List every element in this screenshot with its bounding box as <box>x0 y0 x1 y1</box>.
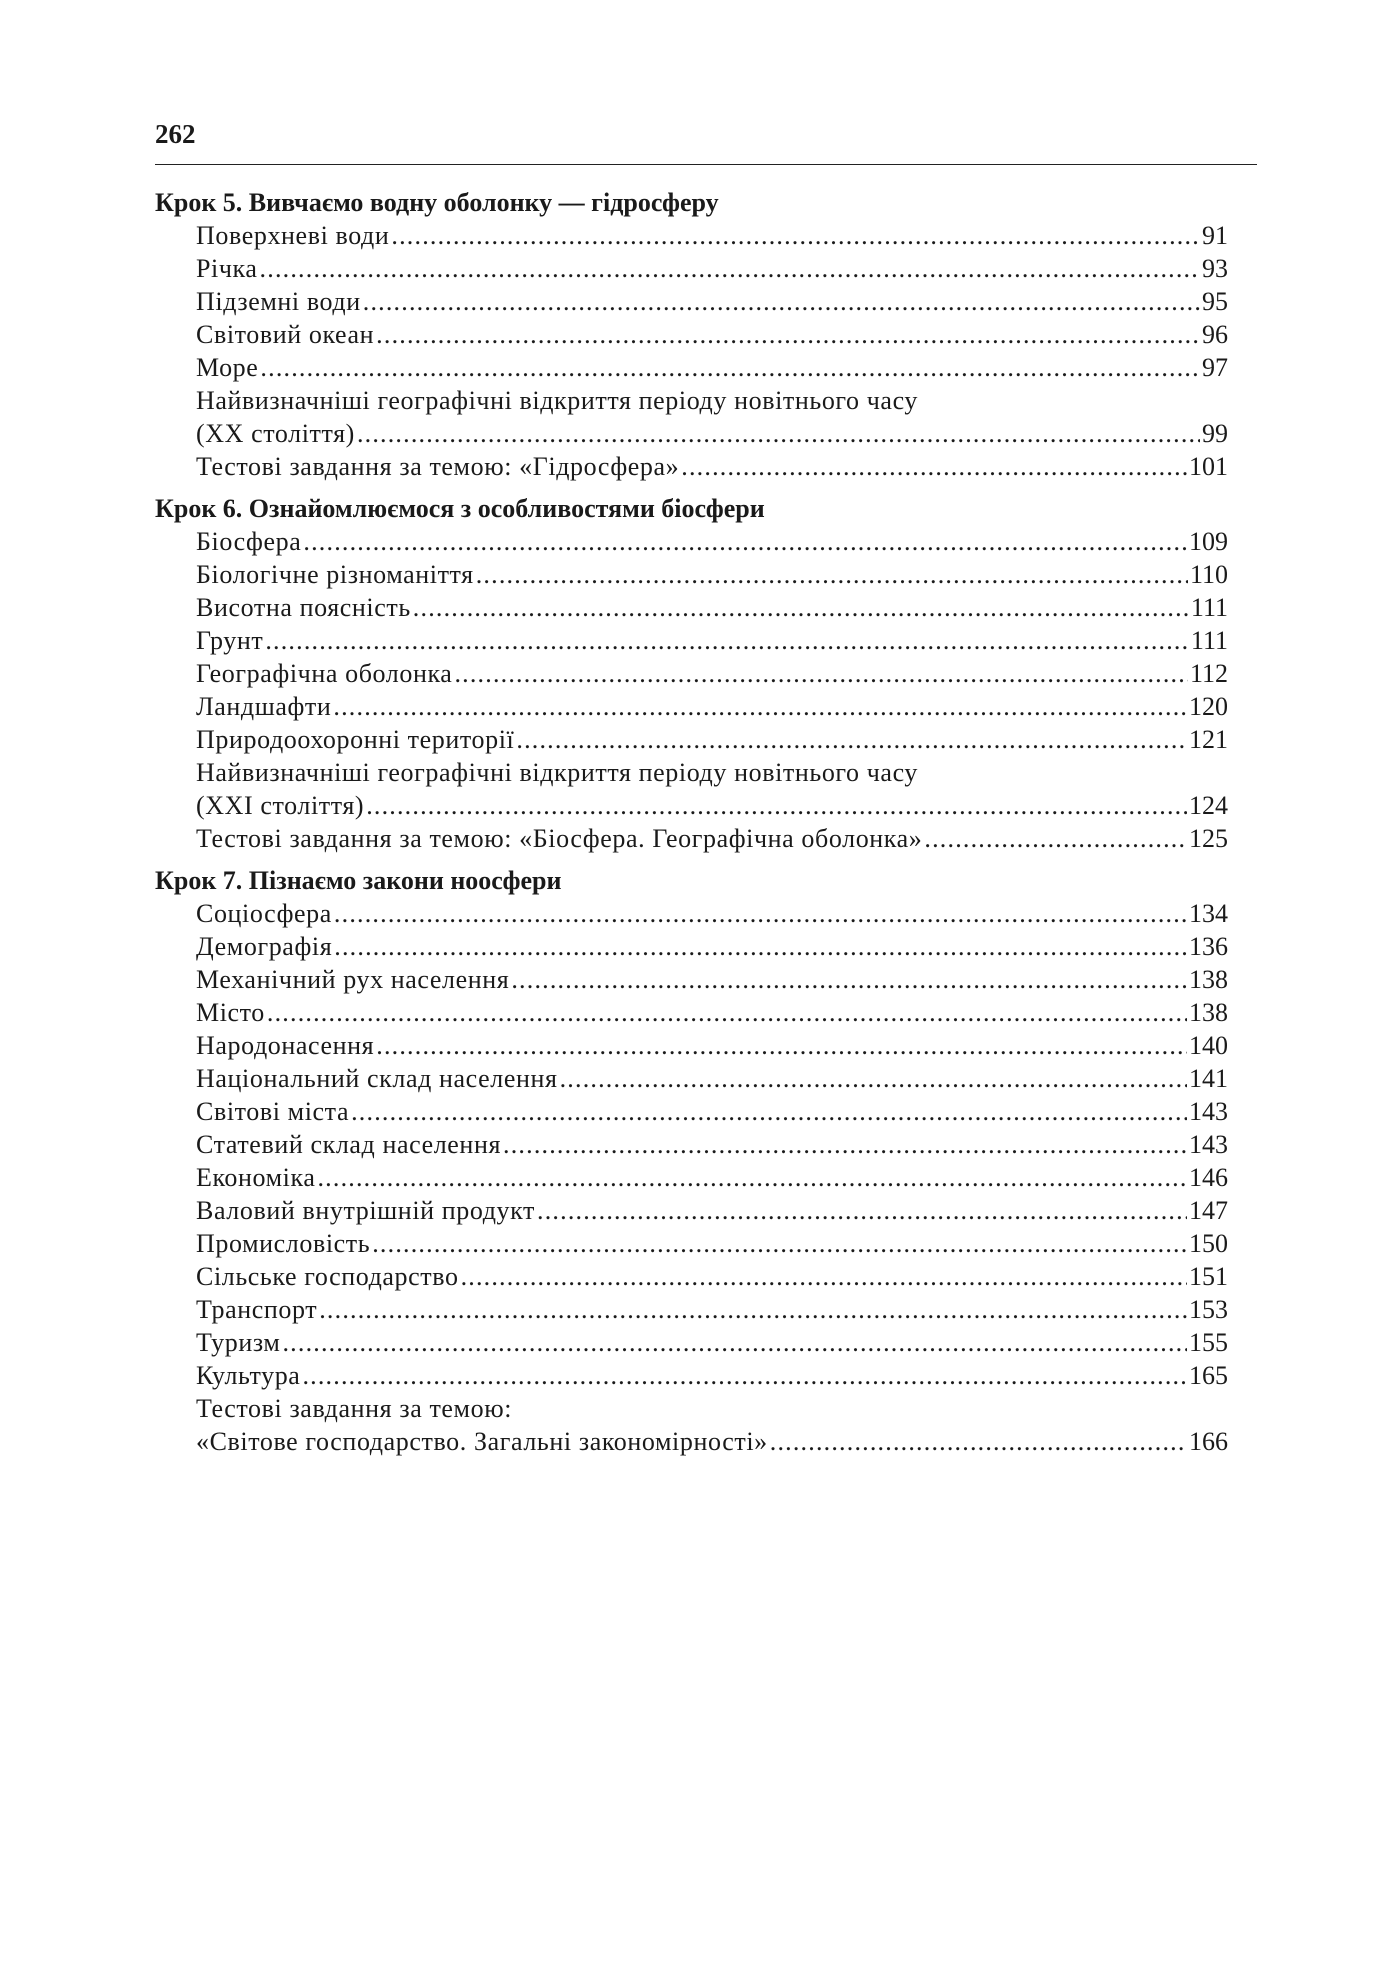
entry-title: Природоохоронні території <box>196 725 515 754</box>
entry-page-number: 150 <box>1189 1229 1228 1258</box>
entry-title: (XX століття) <box>196 419 355 448</box>
entry-title: Механічний рух населення <box>196 965 510 994</box>
entry-line <box>196 285 1228 318</box>
dot-leader <box>303 525 1187 558</box>
dot-leader <box>376 318 1200 351</box>
entry-page-number: 101 <box>1189 452 1228 481</box>
toc-entry[interactable] <box>155 996 1228 1029</box>
entry-line <box>196 1425 1228 1458</box>
dot-leader <box>260 252 1200 285</box>
entry-page-number: 141 <box>1189 1064 1228 1093</box>
dot-leader <box>363 285 1200 318</box>
entry-page-number: 110 <box>1189 560 1228 589</box>
entry-title: Соціосфера <box>196 899 332 928</box>
toc-entry[interactable] <box>155 822 1228 855</box>
entry-page-number: 147 <box>1189 1196 1228 1225</box>
entry-title: Сільське господарство <box>196 1262 459 1291</box>
toc-entry[interactable] <box>155 1128 1228 1161</box>
entry-line <box>196 1095 1228 1128</box>
entry-title: Поверхневі води <box>196 221 390 250</box>
toc-entry[interactable] <box>155 690 1228 723</box>
entry-title: Тестові завдання за темою: «Біосфера. Географічна оболонка» <box>196 824 923 853</box>
dot-leader <box>376 1029 1187 1062</box>
toc-entry[interactable] <box>155 1095 1228 1128</box>
dot-leader <box>366 789 1187 822</box>
toc-entry[interactable] <box>155 1359 1228 1392</box>
dot-leader <box>511 963 1187 996</box>
entry-line <box>196 1029 1228 1062</box>
entry-line <box>196 897 1228 930</box>
entry-title: Висотна поясність <box>196 593 411 622</box>
entry-line <box>196 1260 1228 1293</box>
header-rule <box>155 164 1257 165</box>
entry-title: Валовий внутрішній продукт <box>196 1196 536 1225</box>
entry-line <box>196 1359 1228 1392</box>
entry-page-number: 121 <box>1189 725 1228 754</box>
dot-leader <box>265 624 1189 657</box>
entry-line <box>196 219 1228 252</box>
toc-entry[interactable] <box>155 252 1228 285</box>
entry-line <box>196 624 1228 657</box>
toc-entry[interactable] <box>155 930 1228 963</box>
entry-page-number: 111 <box>1190 626 1228 655</box>
dot-leader <box>319 1293 1187 1326</box>
entry-page-number: 151 <box>1189 1262 1228 1291</box>
entry-page-number: 136 <box>1189 932 1228 961</box>
dot-leader <box>372 1227 1187 1260</box>
dot-leader <box>357 417 1200 450</box>
section-title: Крок 6. Ознайомлюємося з особливостями біосфери <box>155 494 765 523</box>
entry-line <box>196 657 1228 690</box>
dot-leader <box>476 558 1188 591</box>
entry-line <box>196 318 1228 351</box>
entry-title: (XXI століття) <box>196 791 365 820</box>
entry-page-number: 125 <box>1189 824 1228 853</box>
toc-entry[interactable] <box>155 1194 1228 1227</box>
entry-page-number: 96 <box>1202 320 1228 349</box>
entry-line <box>196 822 1228 855</box>
toc-entry[interactable] <box>155 657 1228 690</box>
entry-title: Світовий океан <box>196 320 375 349</box>
toc-entry[interactable] <box>155 1029 1228 1062</box>
entry-page-number: 112 <box>1189 659 1228 688</box>
toc-entry[interactable] <box>155 756 1228 822</box>
entry-line <box>196 690 1228 723</box>
dot-leader <box>770 1425 1187 1458</box>
dot-leader <box>260 351 1200 384</box>
toc-entry[interactable] <box>155 219 1228 252</box>
dot-leader <box>454 657 1188 690</box>
entry-page-number: 99 <box>1202 419 1228 448</box>
entry-page-number: 91 <box>1202 221 1228 250</box>
entry-page-number: 120 <box>1189 692 1228 721</box>
entry-page-number: 138 <box>1189 965 1228 994</box>
dot-leader <box>267 996 1187 1029</box>
toc-entry[interactable] <box>155 591 1228 624</box>
entry-page-number: 166 <box>1189 1427 1228 1456</box>
entry-title: Річка <box>196 254 258 283</box>
toc-entry[interactable] <box>155 897 1228 930</box>
entry-title: Біосфера <box>196 527 302 556</box>
toc-entry[interactable] <box>155 351 1228 384</box>
entry-page-number: 134 <box>1189 899 1228 928</box>
entry-line <box>196 723 1228 756</box>
entry-page-number: 153 <box>1189 1295 1228 1324</box>
entry-title: Світові міста <box>196 1097 350 1126</box>
entry-page-number: 143 <box>1189 1130 1228 1159</box>
toc-entry[interactable] <box>155 1392 1228 1458</box>
dot-leader <box>333 690 1187 723</box>
entry-title: Географічна оболонка <box>196 659 453 688</box>
entry-title: Економіка <box>196 1163 316 1192</box>
dot-leader <box>302 1359 1187 1392</box>
entry-line <box>196 252 1228 285</box>
entry-title: Море <box>196 353 259 382</box>
entry-line <box>196 789 1228 822</box>
dot-leader <box>282 1326 1187 1359</box>
entry-title: Транспорт <box>196 1295 318 1324</box>
entry-page-number: 97 <box>1202 353 1228 382</box>
dot-leader <box>334 930 1187 963</box>
entry-line <box>196 558 1228 591</box>
toc-section <box>155 864 1228 1458</box>
toc-entry[interactable] <box>155 558 1228 591</box>
section-title: Крок 5. Вивчаємо водну оболонку — гідросферу <box>155 188 719 217</box>
entry-title: Національний склад населення <box>196 1064 558 1093</box>
toc-entry[interactable] <box>155 450 1228 483</box>
dot-leader <box>317 1161 1187 1194</box>
entry-title: Культура <box>196 1361 301 1390</box>
entry-line <box>196 525 1228 558</box>
entry-title: Ландшафти <box>196 692 332 721</box>
entry-title: Демографія <box>196 932 333 961</box>
entry-line <box>196 1293 1228 1326</box>
entry-line <box>196 930 1228 963</box>
entry-title: Статевий склад населення <box>196 1130 502 1159</box>
entry-title: Підземні води <box>196 287 361 316</box>
toc-entry[interactable] <box>155 1227 1228 1260</box>
entry-title: Народонасення <box>196 1031 375 1060</box>
toc-entry[interactable] <box>155 1293 1228 1326</box>
dot-leader <box>537 1194 1187 1227</box>
entry-title-first-line: Тестові завдання за темою: <box>196 1394 513 1423</box>
dot-leader <box>924 822 1187 855</box>
entry-page-number: 111 <box>1190 593 1228 622</box>
entry-title: Промисловість <box>196 1229 371 1258</box>
entry-line <box>196 1128 1228 1161</box>
entry-line <box>196 417 1228 450</box>
dot-leader <box>560 1062 1187 1095</box>
dot-leader <box>391 219 1200 252</box>
dot-leader <box>461 1260 1187 1293</box>
entry-page-number: 138 <box>1189 998 1228 1027</box>
toc-entry[interactable] <box>155 525 1228 558</box>
entry-title: Місто <box>196 998 265 1027</box>
entry-title: «Світове господарство. Загальні закономірності» <box>196 1427 768 1456</box>
dot-leader <box>681 450 1187 483</box>
toc-entry[interactable] <box>155 285 1228 318</box>
toc-entry[interactable] <box>155 318 1228 351</box>
entry-title: Туризм <box>196 1328 281 1357</box>
toc-entry[interactable] <box>155 723 1228 756</box>
toc-entry[interactable] <box>155 1260 1228 1293</box>
toc-entry[interactable] <box>155 624 1228 657</box>
entry-page-number: 109 <box>1189 527 1228 556</box>
toc-entry[interactable] <box>155 1062 1228 1095</box>
toc-section <box>155 492 1228 855</box>
dot-leader <box>351 1095 1187 1128</box>
entry-title: Біологічне різноманіття <box>196 560 474 589</box>
dot-leader <box>503 1128 1187 1161</box>
entry-line <box>196 996 1228 1029</box>
entry-page-number: 146 <box>1189 1163 1228 1192</box>
toc-entry[interactable] <box>155 1161 1228 1194</box>
entry-title-first-line: Найвизначніші географічні відкриття періоду новітнього часу <box>196 758 918 787</box>
entry-line <box>196 1062 1228 1095</box>
entry-line <box>196 1326 1228 1359</box>
entry-line <box>196 1227 1228 1260</box>
entry-page-number: 165 <box>1189 1361 1228 1390</box>
dot-leader <box>413 591 1189 624</box>
entry-title: Грунт <box>196 626 264 655</box>
entry-page-number: 124 <box>1189 791 1228 820</box>
toc-section <box>155 186 1228 483</box>
entry-line <box>196 1161 1228 1194</box>
entry-line <box>196 963 1228 996</box>
table-of-contents <box>155 186 1228 1458</box>
toc-entry[interactable] <box>155 963 1228 996</box>
page-number: 262 <box>155 119 196 149</box>
dot-leader <box>334 897 1187 930</box>
entry-page-number: 155 <box>1189 1328 1228 1357</box>
entry-title-first-line: Найвизначніші географічні відкриття періоду новітнього часу <box>196 386 918 415</box>
entry-title: Тестові завдання за темою: «Гідросфера» <box>196 452 680 481</box>
entry-line <box>196 351 1228 384</box>
toc-entry[interactable] <box>155 1326 1228 1359</box>
entry-page-number: 143 <box>1189 1097 1228 1126</box>
entry-line <box>196 450 1228 483</box>
entry-page-number: 93 <box>1202 254 1228 283</box>
toc-entry[interactable] <box>155 384 1228 450</box>
dot-leader <box>516 723 1187 756</box>
entry-page-number: 140 <box>1189 1031 1228 1060</box>
entry-page-number: 95 <box>1202 287 1228 316</box>
entry-line <box>196 1194 1228 1227</box>
section-title: Крок 7. Пізнаємо закони ноосфери <box>155 866 562 895</box>
entry-line <box>196 591 1228 624</box>
